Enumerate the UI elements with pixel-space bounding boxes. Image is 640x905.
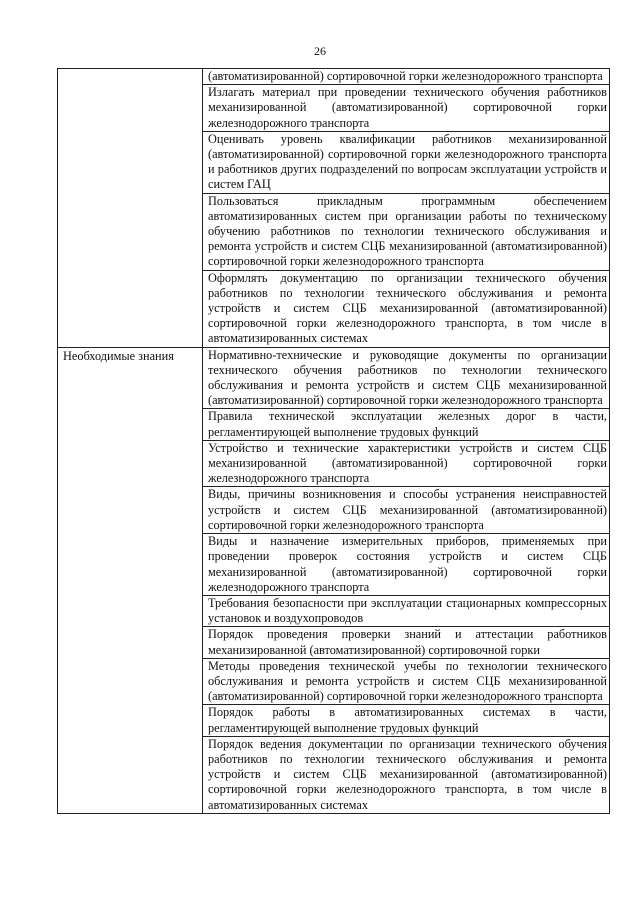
item-text: Порядок ведения документации по организации технического обучения работников по технологии технического обслуживания и ремонта устройств и систем СЦБ механизированной (автоматизированной) сортировочной горки железнодорожного транспорта, в том числе в автоматизированных системах (208, 736, 607, 812)
item-cell (203, 705, 610, 736)
item-cell (203, 270, 610, 347)
item-text: Пользоваться прикладным программным обеспечением автоматизированных систем при организации работы по техническому обучению работников по технологии технического обслуживания и ремонта устройств и систем СЦБ механизированной (автоматизированной) сортировочной горки железнодорожного транспорта (208, 193, 607, 269)
row-label-cell (58, 69, 203, 348)
item-text: Правила технической эксплуатации железных дорог в части, регламентирующей выполнение трудовых функций (208, 409, 607, 439)
table-row (58, 69, 610, 85)
item-cell (203, 193, 610, 270)
item-text: Оценивать уровень квалификации работников механизированной (автоматизированной) сортировочной горки железнодорожного транспорта и работников других подразделений по вопросам эксплуатации устройств и систем ГАЦ (208, 131, 607, 192)
item-cell (203, 131, 610, 193)
table-row (58, 347, 610, 409)
item-cell (203, 595, 610, 626)
item-text: Виды, причины возникновения и способы устранения неисправностей устройств и систем СЦБ механизированной (автоматизированной) сортировочной горки железнодорожного транспорта (208, 487, 607, 532)
item-text: Порядок работы в автоматизированных системах в части, регламентирующей выполнение трудовых функций (208, 705, 607, 735)
item-cell (203, 440, 610, 487)
item-text: Оформлять документацию по организации технического обучения работников по технологии технического обслуживания и ремонта устройств и систем СЦБ механизированной (автоматизированной) сортировочной горки железнодорожного транспорта, в том числе в автоматизированных системах (208, 270, 607, 346)
item-text: Требования безопасности при эксплуатации стационарных компрессорных установок и воздухопроводов (208, 595, 607, 626)
item-cell (203, 487, 610, 534)
page-number: 26 (314, 44, 326, 58)
item-cell (203, 85, 610, 132)
item-text: Нормативно-технические и руководящие документы по организации технического обучения работников по технологии технического обслуживания и ремонта устройств и систем СЦБ механизированной (автоматизированной) сортировочной горки железнодорожного транспорта (208, 347, 607, 408)
row-label-cell (58, 347, 203, 813)
item-cell (203, 347, 610, 409)
item-cell (203, 736, 610, 813)
item-text: Методы проведения технической учебы по технологии технического обслуживания и ремонта устройств и систем СЦБ механизированной (автоматизированной) сортировочной горки железнодорожного транспорта (208, 658, 607, 704)
row-label: Необходимые знания (63, 348, 174, 363)
item-text: Излагать материал при проведении технического обучения работников механизированной (автоматизированной) сортировочной горки железнодорожного транспорта (208, 85, 607, 130)
item-text: Порядок проведения проверки знаний и аттестации работников механизированной (автоматизированной) сортировочной горки (208, 627, 607, 657)
item-cell (203, 534, 610, 596)
requirements-table (57, 68, 610, 814)
item-cell (203, 409, 610, 440)
item-cell (203, 658, 610, 705)
item-text: (автоматизированной) сортировочной горки железнодорожного транспорта (208, 69, 603, 83)
item-text: Устройство и технические характеристики устройств и систем СЦБ механизированной (автоматизированной) сортировочной горки железнодорожного транспорта (208, 440, 607, 486)
item-cell (203, 627, 610, 658)
item-text: Виды и назначение измерительных приборов, применяемых при проведении проверок состояния устройств и систем СЦБ механизированной (автоматизированной) сортировочной горки железнодорожного транспорта (208, 534, 607, 594)
item-cell (203, 69, 610, 85)
